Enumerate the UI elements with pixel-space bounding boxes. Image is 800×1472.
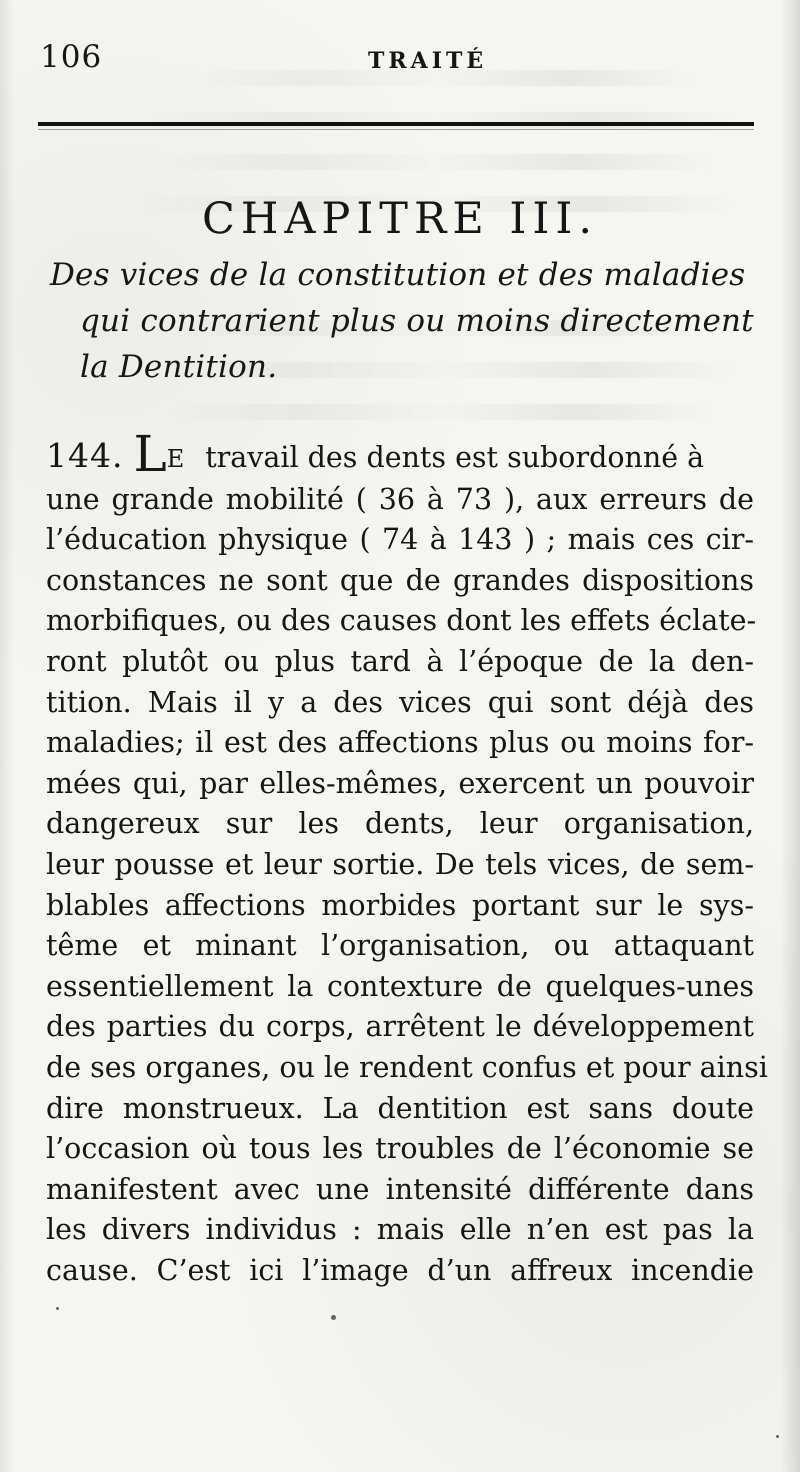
text-line: l’occasion où tous les troubles de l’économie se [46,1132,754,1166]
paragraph-number: 144. [46,436,124,475]
text-line: l’éducation physique ( 74 à 143 ) ; mais ces cir- [46,523,754,557]
text-line: les divers individus : mais elle n’en est pas la [46,1213,754,1247]
small-caps-letter: E [166,445,188,473]
first-line-text: travail des dents est subordonné à [205,441,705,474]
text-line: constances ne sont que de grandes dispositions [46,563,754,597]
ink-speck [776,1435,779,1438]
text-line: blables affections morbides portant sur le sys- [46,888,754,922]
show-through-line [160,404,720,420]
paragraph-144 [46,425,768,1291]
text-line: tême et minant l’organisation, ou attaquant [46,929,754,963]
text-line: maladies; il est des affections plus ou moins for- [46,726,754,760]
ink-speck [56,1307,59,1310]
chapter-title: CHAPITRE III. [201,193,599,244]
text-line: dangereux sur les dents, leur organisation, [46,807,754,841]
text-line: leur pousse et leur sortie. De tels vices, de sem- [46,847,754,881]
page-number: 106 [40,39,103,75]
show-through-line [150,154,720,170]
initial-letter: L [133,425,167,483]
text-line: une grande mobilité ( 36 à 73 ), aux erreurs de [46,482,754,516]
subtitle-line: la Dentition. [80,349,278,385]
text-line: cause. C’est ici l’image d’un affreux incendie [46,1253,754,1287]
paragraph-first-line [46,425,754,483]
text-line: dire monstrueux. La dentition est sans doute [46,1091,754,1125]
chapter-subtitle [50,252,760,390]
text-line: tition. Mais il y a des vices qui sont déjà des [46,685,754,719]
text-line: mées qui, par elles-mêmes, exercent un pouvoir [46,766,754,800]
running-title: TRAITÉ [368,48,488,74]
text-line: morbifiques, ou des causes dont les effets éclate- [46,604,757,638]
text-line: de ses organes, ou le rendent confus et pour ainsi [46,1050,768,1084]
text-line: ront plutôt ou plus tard à l’époque de la den- [46,644,754,678]
subtitle-line: Des vices de la constitution et des maladies [50,257,746,293]
text-line: essentiellement la contexture de quelques-unes [46,969,754,1003]
text-line: manifestent avec une intensité différente dans [46,1172,754,1206]
page-header [40,39,760,80]
ink-speck [331,1315,336,1320]
text-line: des parties du corps, arrêtent le développement [46,1010,754,1044]
header-rule [38,122,754,126]
subtitle-line: qui contrarient plus ou moins directement [80,303,754,339]
